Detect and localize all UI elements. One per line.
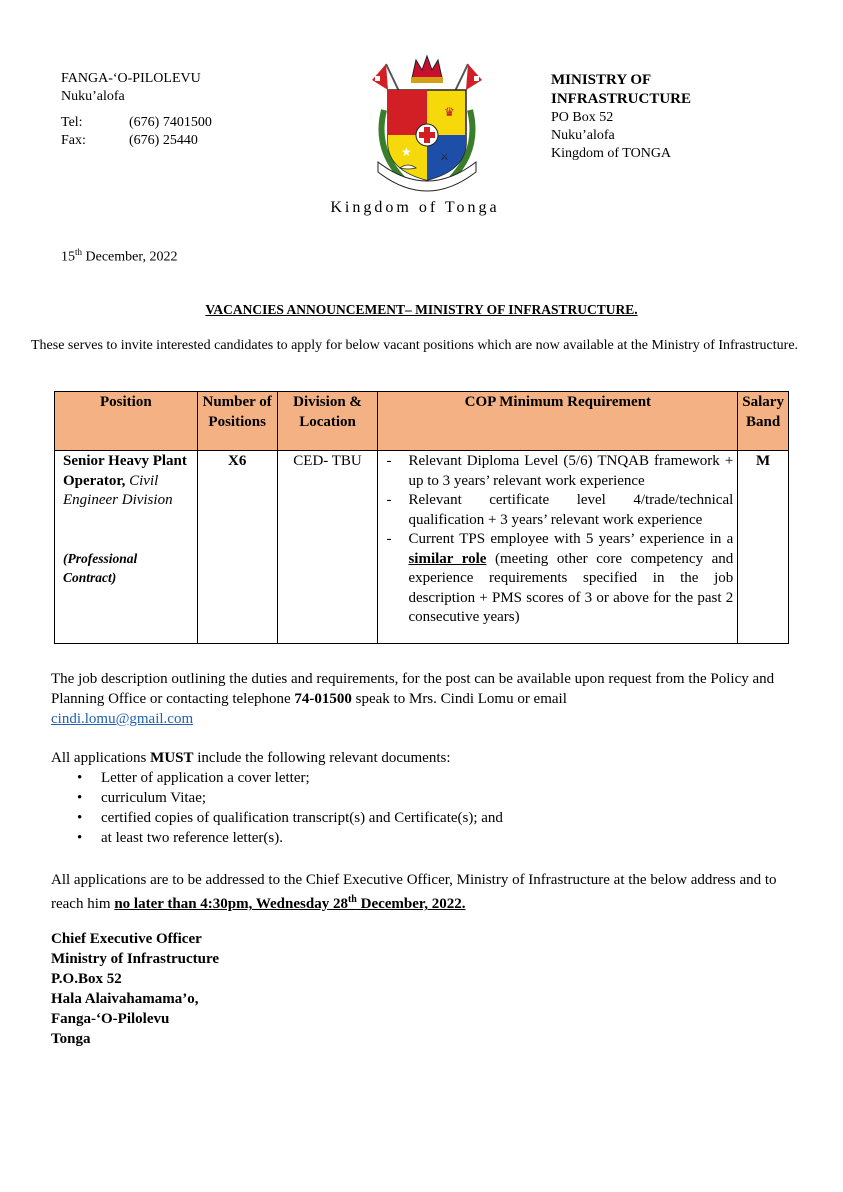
sender-line-1: FANGA-‘O-PILOLEVU <box>61 71 201 86</box>
jd-pre: The job description outlining the duties and requirements, for the post can be available upon request from the Policy and Planning Office or contacting telephone <box>51 671 775 707</box>
submission-paragraph <box>51 870 791 914</box>
address-line: Ministry of Infrastructure <box>51 951 220 967</box>
applications-intro <box>51 748 791 768</box>
crest-caption: Kingdom of Tonga <box>330 199 500 216</box>
tel-label: Tel: <box>61 115 83 130</box>
ministry-line-1: MINISTRY OF <box>551 72 652 88</box>
letter-date <box>61 247 177 266</box>
date-day: 15 <box>61 249 75 265</box>
header-position: Position <box>55 392 198 451</box>
ministry-line-4: Nuku’alofa <box>551 128 615 143</box>
date-rest: December, 2022 <box>82 249 178 265</box>
deadline <box>114 896 465 912</box>
address-line: Hala Alaivahamama’o, <box>51 991 199 1007</box>
ministry-line-3: PO Box 52 <box>551 110 614 125</box>
req3-pre: Current TPS employee with 5 years’ experience in a <box>408 531 734 547</box>
address-line: P.O.Box 52 <box>51 971 122 987</box>
sender-line-2: Nuku’alofa <box>61 89 125 104</box>
jd-mid: speak to Mrs. Cindi Lomu or email <box>351 691 567 707</box>
address-line: Fanga-‘O-Pilolevu <box>51 1011 170 1027</box>
deadline-sup: th <box>347 894 357 905</box>
job-description-paragraph <box>51 669 791 729</box>
tel-value: (676) 7401500 <box>129 115 212 130</box>
header-salary: Salary Band <box>738 392 789 451</box>
req3-post: (meeting other core competency and experience requirements specified in the job description + PMS scores of 3 or above for the past 2 consecutive years) <box>408 550 734 625</box>
svg-text:⚔: ⚔ <box>440 152 449 163</box>
apps-pre: All applications <box>51 750 151 766</box>
deadline-a: no later than 4:30pm, Wednesday 28 <box>114 896 348 912</box>
date-suffix: th <box>75 247 83 257</box>
cell-salary: M <box>738 451 789 644</box>
position-division: Civil Engineer Division <box>63 472 173 508</box>
svg-text:♛: ♛ <box>444 105 455 119</box>
cell-number: X6 <box>197 451 277 644</box>
fax-label: Fax: <box>61 133 86 148</box>
fax-value: (676) 25440 <box>129 133 198 148</box>
recipient-address <box>51 929 219 1049</box>
apps-must: MUST <box>150 750 194 766</box>
vacancy-table <box>54 391 789 644</box>
header-number: Number of Positions <box>197 392 277 451</box>
requirement-item: - Relevant certificate level 4/trade/technical qualification + 3 years’ relevant work experience <box>382 491 733 530</box>
intro-paragraph: These serves to invite interested candidates to apply for below vacant positions which are now available at the Ministry of Infrastructure. <box>31 338 799 353</box>
ministry-line-2: INFRASTRUCTURE <box>551 91 692 107</box>
jd-phone: 74-01500 <box>294 691 352 707</box>
list-item: • Letter of application a cover letter; <box>51 768 791 788</box>
deadline-b: December, 2022. <box>356 896 466 912</box>
svg-text:★: ★ <box>401 145 412 159</box>
announcement-title: VACANCIES ANNOUNCEMENT– MINISTRY OF INFRASTRUCTURE. <box>205 302 638 317</box>
cell-requirements <box>378 451 738 644</box>
requirements-list <box>382 452 733 628</box>
contract-type: (Professional Contract) <box>63 550 138 585</box>
list-item: • at least two reference letter(s). <box>51 828 791 848</box>
tonga-coat-of-arms-icon <box>364 50 490 192</box>
address-line: Chief Executive Officer <box>51 931 202 947</box>
apps-post: include the following relevant documents: <box>193 750 451 766</box>
position-title: Senior Heavy Plant Operator, <box>63 453 187 489</box>
cell-division: CED- TBU <box>277 451 378 644</box>
ministry-address-block <box>551 71 691 163</box>
fax-row <box>61 132 212 150</box>
list-item: • curriculum Vitae; <box>51 788 791 808</box>
documents-list <box>51 768 791 848</box>
requirement-item: - Relevant Diploma Level (5/6) TNQAB framework + up to 3 years’ relevant work experience <box>382 452 733 491</box>
contact-email-link[interactable]: cindi.lomu@gmail.com <box>51 711 194 727</box>
cell-position <box>55 451 198 644</box>
header-division: Division & Location <box>277 392 378 451</box>
submission-pre: All applications are to be addressed to the Chief Executive Officer, Ministry of Infrastructure at the below address and to reach him <box>51 872 777 912</box>
list-item: • certified copies of qualification transcript(s) and Certificate(s); and <box>51 808 791 828</box>
ministry-line-5: Kingdom of TONGA <box>551 146 672 161</box>
address-line: Tonga <box>51 1031 91 1047</box>
applications-requirements <box>51 748 791 848</box>
table-row <box>55 451 789 644</box>
tel-row <box>61 114 212 132</box>
requirement-item <box>382 530 733 628</box>
sender-address-block <box>61 70 212 150</box>
header-cop: COP Minimum Requirement <box>378 392 738 451</box>
req3-emphasis: similar role <box>408 550 487 567</box>
table-header-row <box>55 392 789 451</box>
